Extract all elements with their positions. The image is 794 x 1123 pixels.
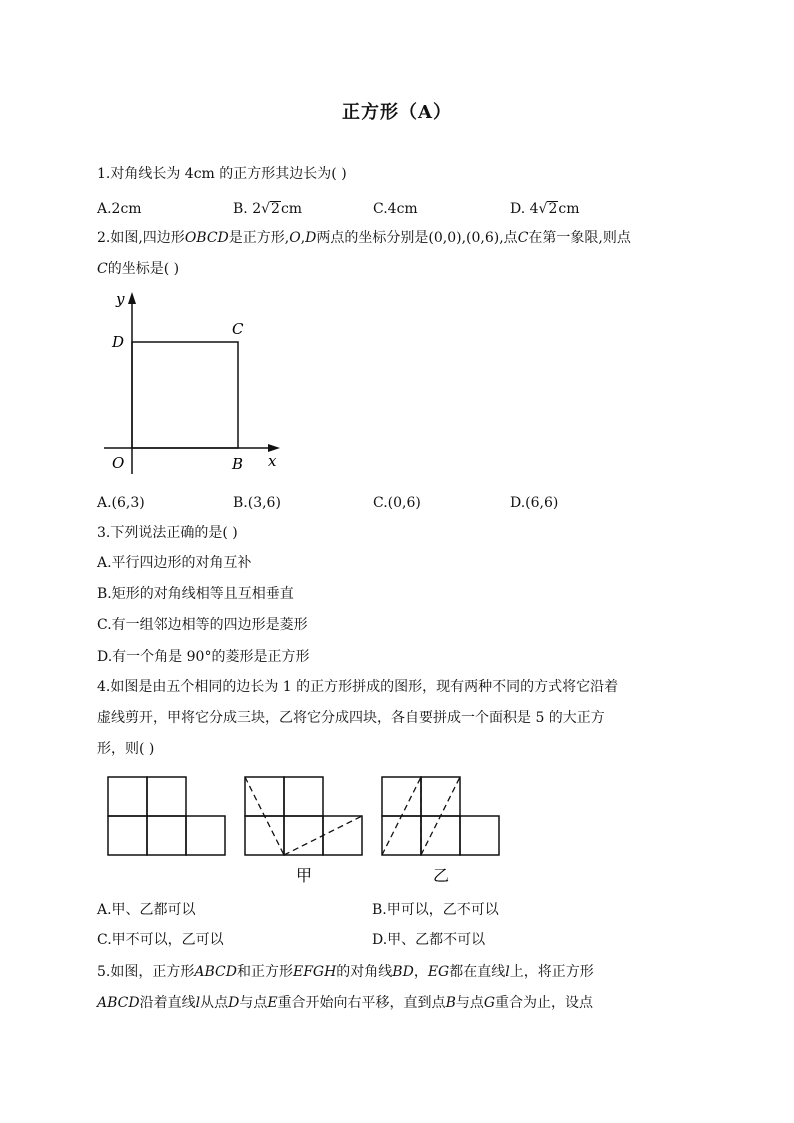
q2-var: O bbox=[289, 230, 301, 246]
sqrt-symbol: √2 bbox=[538, 201, 558, 217]
q2-text: 的坐标是( ) bbox=[107, 261, 180, 277]
q5-text: 5.如图，正方形 bbox=[97, 964, 195, 980]
sqrt-symbol: √2 bbox=[261, 201, 280, 217]
q5-stem-line2 bbox=[97, 994, 593, 1012]
q2-text: 两点的坐标分别是(0,0),(0,6),点 bbox=[316, 230, 518, 246]
q4-stem-line2: 虚线剪开，甲将它分成三块，乙将它分成四块，各自要拼成一个面积是 5 的大正方 bbox=[97, 710, 605, 726]
q3-option-c: C.有一组邻边相等的四边形是菱形 bbox=[97, 617, 308, 633]
q5-text: 从点 bbox=[200, 995, 229, 1011]
q5-stem-line1 bbox=[97, 963, 594, 981]
q1-d-suffix: cm bbox=[558, 201, 580, 217]
label-d: D bbox=[112, 333, 125, 351]
q2-text: 是正方形, bbox=[228, 230, 290, 246]
label-b: B bbox=[232, 455, 244, 473]
q5-var: EG bbox=[427, 964, 450, 980]
q1-b-radicand: 2 bbox=[271, 201, 280, 217]
figure-original bbox=[108, 777, 225, 855]
q2-option-a: A.(6,3) bbox=[97, 495, 145, 511]
q5-var: l bbox=[195, 995, 201, 1011]
q5-text: 的对角线 bbox=[336, 964, 393, 980]
q1-b-prefix: B. 2 bbox=[233, 201, 262, 217]
q4-stem-line3: 形，则( ) bbox=[97, 741, 155, 757]
q5-var: ABCD bbox=[194, 964, 237, 980]
q1-d-prefix: D. 4 bbox=[510, 201, 539, 217]
q4-option-b: B.甲可以，乙不可以 bbox=[372, 902, 499, 918]
q2-coordinate-figure bbox=[100, 288, 290, 478]
q5-text: 都在直线 bbox=[449, 964, 506, 980]
q2-text: , bbox=[300, 230, 306, 246]
q4-option-a: A.甲、乙都可以 bbox=[97, 902, 196, 918]
label-y: y bbox=[116, 290, 125, 308]
q5-var: ABCD bbox=[97, 995, 140, 1011]
q5-var: B bbox=[445, 995, 456, 1011]
q5-text: 沿着直线 bbox=[139, 995, 196, 1011]
label-jia: 甲 bbox=[296, 866, 313, 885]
q1-stem: 1.对角线长为 4cm 的正方形其边长为( ) bbox=[97, 166, 347, 182]
q5-var: E bbox=[267, 995, 278, 1011]
page-title: 正方形（A） bbox=[342, 102, 452, 123]
q5-var: D bbox=[228, 995, 240, 1011]
q1-option-a: A.2cm bbox=[97, 201, 142, 217]
q2-option-d: D.(6,6) bbox=[510, 495, 559, 511]
q5-var: EFGH bbox=[292, 964, 337, 980]
q4-option-d: D.甲、乙都不可以 bbox=[372, 932, 486, 948]
q1-option-b bbox=[233, 200, 302, 218]
label-c: C bbox=[232, 320, 244, 338]
q5-text: 与点 bbox=[455, 995, 484, 1011]
label-x: x bbox=[268, 452, 277, 470]
y-axis-arrow bbox=[128, 292, 136, 304]
q2-stem-line1 bbox=[97, 229, 631, 247]
x-axis-arrow bbox=[268, 444, 280, 452]
label-yi: 乙 bbox=[433, 866, 450, 885]
q4-stem-line1: 4.如图是由五个相同的边长为 1 的正方形拼成的图形，现有两种不同的方式将它沿着 bbox=[97, 679, 619, 695]
q3-option-d: D.有一个角是 90°的菱形是正方形 bbox=[97, 649, 310, 665]
q3-option-a: A.平行四边形的对角互补 bbox=[97, 555, 252, 571]
q4-option-c: C.甲不可以，乙可以 bbox=[97, 932, 224, 948]
label-o: O bbox=[112, 454, 125, 472]
q2-text: 在第一象限,则点 bbox=[528, 230, 631, 246]
q5-text: 重合为止，设点 bbox=[495, 995, 594, 1011]
q1-option-d bbox=[510, 200, 580, 218]
q2-stem-line2 bbox=[97, 260, 179, 278]
q4-figures bbox=[100, 770, 510, 890]
q2-var: C bbox=[97, 261, 108, 277]
square-obcd bbox=[132, 342, 238, 448]
q5-text: 和正方形 bbox=[236, 964, 293, 980]
q3-stem: 3.下列说法正确的是( ) bbox=[97, 525, 238, 541]
q5-var: G bbox=[483, 995, 496, 1011]
q5-var: l bbox=[505, 964, 510, 980]
q3-option-b: B.矩形的对角线相等且互相垂直 bbox=[97, 586, 294, 602]
q2-var: C bbox=[517, 230, 529, 246]
q1-d-radicand: 2 bbox=[548, 201, 558, 217]
q5-text: ， bbox=[413, 964, 428, 980]
q1-b-suffix: cm bbox=[280, 201, 303, 217]
q2-text: 2.如图,四边形 bbox=[97, 230, 185, 246]
q2-var: OBCD bbox=[184, 230, 229, 246]
q2-var: D bbox=[305, 230, 317, 246]
figure-jia bbox=[245, 777, 362, 855]
q2-option-b: B.(3,6) bbox=[233, 495, 281, 511]
q5-var: BD bbox=[392, 964, 414, 980]
q2-option-c: C.(0,6) bbox=[373, 495, 421, 511]
q5-text: 上，将正方形 bbox=[509, 964, 594, 980]
q5-text: 重合开始向右平移，直到点 bbox=[277, 995, 446, 1011]
q1-option-c: C.4cm bbox=[373, 201, 418, 217]
q5-text: 与点 bbox=[239, 995, 268, 1011]
